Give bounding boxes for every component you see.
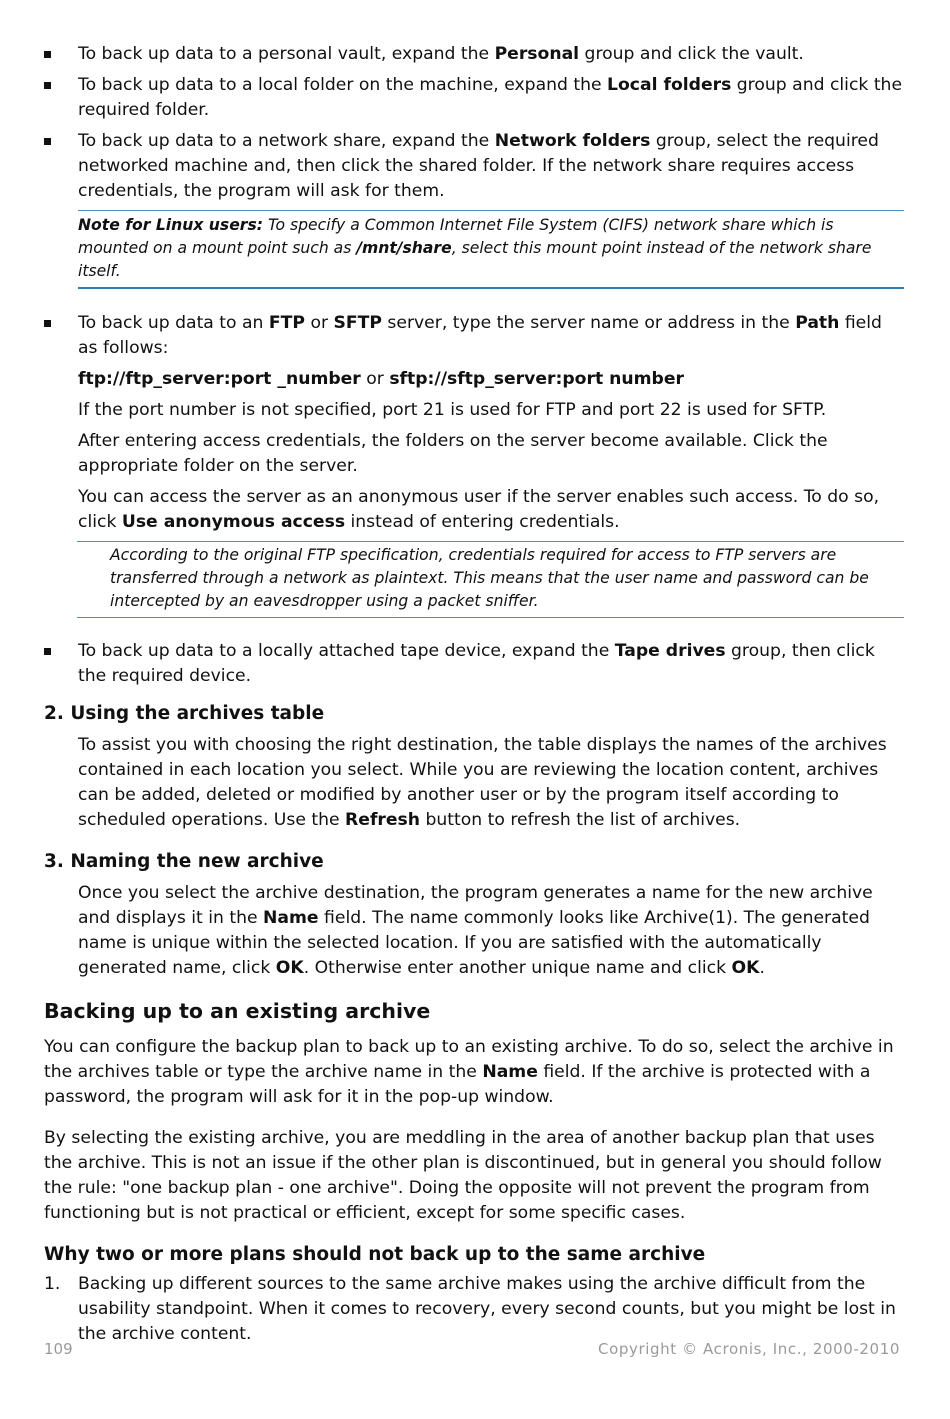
heading-naming-archive: 3. Naming the new archive: [44, 851, 324, 872]
list-item: To back up data to a network share, expand the Network folders group, select the required networked machine and, then click the shared folder. If the network share requires access credentials, the program will ask for them.: [44, 129, 904, 204]
bullet-square-icon: [44, 129, 64, 154]
term-local-folders: Local folders: [607, 75, 732, 95]
term-tape-drives: Tape drives: [614, 641, 726, 661]
list-item: To back up data to a personal vault, expand the Personal group and click the vault.: [44, 42, 904, 67]
mount-path: /mnt/share: [356, 239, 452, 257]
meddling-paragraph: By selecting the existing archive, you are meddling in the area of another backup plan that uses the archive. This is not an issue if the other plan is discontinued, but in general you should follow the rule: "one backup plan - one archive". Doing the opposite will not prevent the program from functioning but is not practical or efficient, except for some specific cases.: [44, 1128, 882, 1223]
heading-archives-table: 2. Using the archives table: [44, 703, 325, 724]
list-item: To back up data to a locally attached tape device, expand the Tape drives group, then click the required device.: [44, 639, 904, 689]
term-personal: Personal: [494, 44, 580, 64]
numbered-item: 1. Backing up different sources to the same archive makes using the archive difficult from the usability standpoint. When it comes to recovery, every second counts, but you might be lost in the archive content.: [44, 1274, 896, 1344]
note-label: Note for Linux users:: [78, 216, 263, 234]
credentials-paragraph: After entering access credentials, the folders on the server become available. Click the appropriate folder on the server.: [78, 431, 828, 476]
ftp-url-format: ftp://ftp_server:port _number or sftp://sftp_server:port number: [78, 369, 684, 389]
bullet-square-icon: [44, 73, 64, 98]
list-item: To back up data to a local folder on the machine, expand the Local folders group and click the required folder.: [44, 73, 904, 123]
copyright: Copyright © Acronis, Inc., 2000-2010: [598, 1340, 900, 1358]
term-network-folders: Network folders: [494, 131, 651, 151]
bullet-square-icon: [44, 639, 64, 664]
port-paragraph: If the port number is not specified, port 21 is used for FTP and port 22 is used for SFTP.: [78, 400, 827, 420]
document-page: [44, 42, 904, 1347]
anonymous-paragraph: You can access the server as an anonymous user if the server enables such access. To do so, click Use anonymous access instead of entering credentials.: [78, 487, 880, 532]
bullet-square-icon: [44, 42, 64, 67]
existing-archive-paragraph: You can configure the backup plan to back up to an existing archive. To do so, select the archive in the archives table or type the archive name in the Name field. If the archive is protected with a password, the program will ask for it in the pop-up window.: [44, 1037, 894, 1107]
heading-why-two-plans: Why two or more plans should not back up to the same archive: [44, 1244, 706, 1265]
naming-paragraph: Once you select the archive destination, the program generates a name for the new archive and displays it in the Name field. The name commonly looks like Archive(1). The generated name is unique within the selected location. If you are satisfied with the automatically generated name, click OK. Otherwise enter another unique name and click OK.: [78, 883, 873, 978]
bullet-square-icon: [44, 311, 64, 336]
heading-existing-archive: Backing up to an existing archive: [44, 999, 431, 1023]
archives-table-paragraph: To assist you with choosing the right destination, the table displays the names of the archives contained in each location you select. While you are reviewing the location content, archives can be added, deleted or modified by another user or by the program itself according to scheduled operations. Use the Refresh button to refresh the list of archives.: [78, 735, 887, 830]
ftp-security-note: According to the original FTP specification, credentials required for access to FTP servers are transferred through a network as plaintext. This means that the user name and password can be intercepted by an eavesdropper using a packet sniffer.: [77, 541, 904, 618]
linux-note: Note for Linux users: To specify a Common Internet File System (CIFS) network share which is mounted on a mount point such as /mnt/share, select this mount point instead of the network share itself.: [78, 210, 904, 289]
page-number: 109: [44, 1340, 73, 1358]
list-item: To back up data to an FTP or SFTP server, type the server name or address in the Path field as follows: ftp://ftp_server:port _number or sftp://sftp_server:port number If the port number is not specified, port 21 is used for FTP and port 22 is used for SFTP. After entering access credentials, the folders on the server become available. Click the appropriate folder on the server. You can access the server as an anonymous user if the server enables such access. To do so, click Use anonymous access instead of entering credentials.: [44, 311, 904, 535]
